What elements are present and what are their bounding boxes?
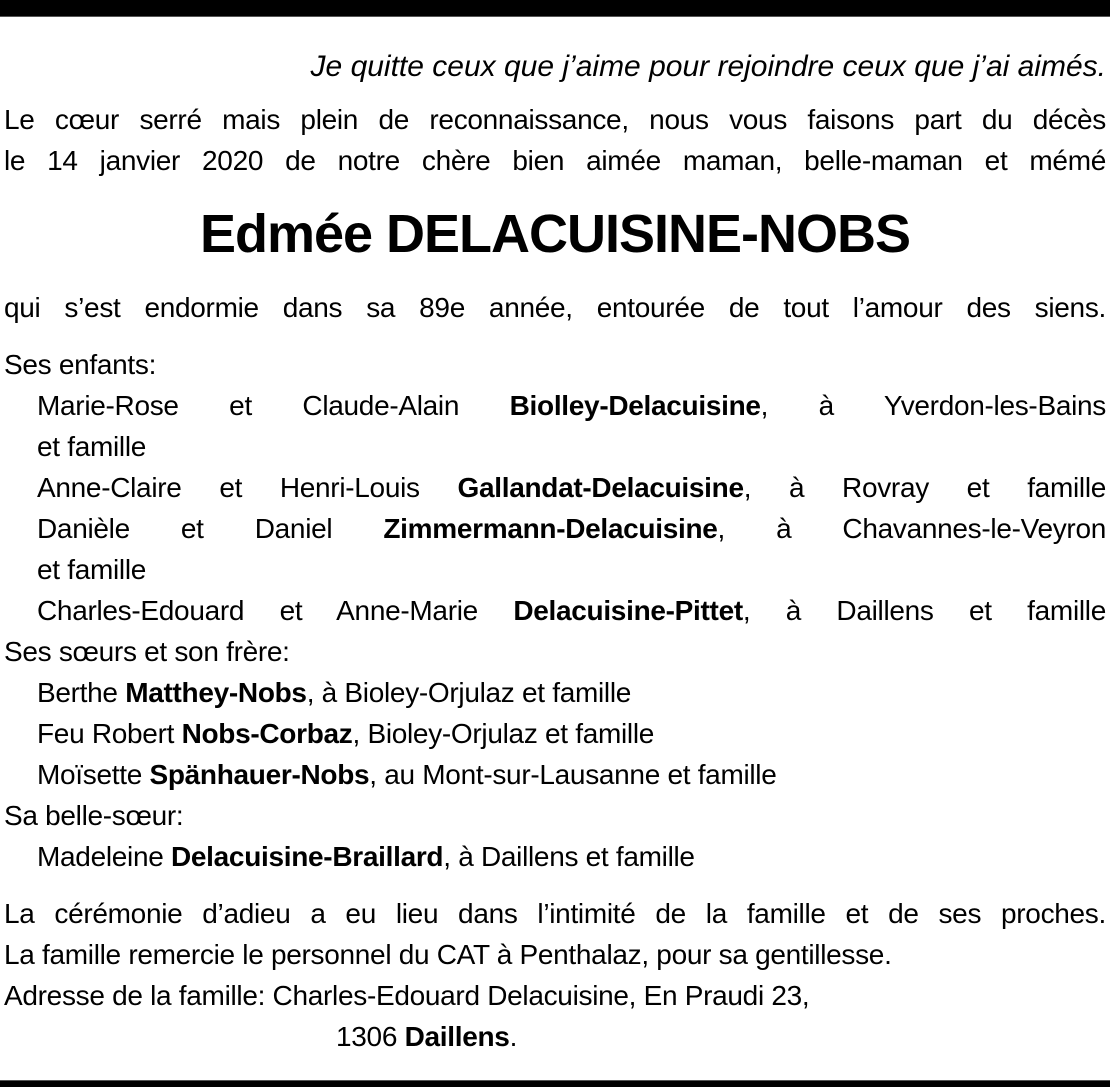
- postal-code: 1306: [336, 1021, 405, 1052]
- family-entry: [4, 836, 1106, 877]
- entry-prefix: Anne-Claire et Henri-Louis: [37, 472, 458, 503]
- entry-suffix: , à Bioley-Orjulaz et famille: [306, 677, 632, 708]
- deceased-name-title: Edmée DELACUISINE-NOBS: [199, 204, 911, 264]
- entry-prefix: Madeleine: [37, 841, 171, 872]
- entry-name: Delacuisine-Pittet: [513, 595, 743, 626]
- entry-prefix: Charles-Edouard et Anne-Marie: [37, 595, 514, 626]
- intro-line-2: le 14 janvier 2020 de notre chère bien aimée maman, belle-maman et mémé: [4, 145, 1106, 176]
- section-heading-children: Ses enfants:: [4, 349, 157, 380]
- death-notice: [0, 16, 1110, 1057]
- subtitle: qui s’est endormie dans sa 89e année, entourée de tout l’amour des siens.: [4, 292, 1106, 323]
- family-entry: [4, 467, 1106, 508]
- entry-prefix: Feu Robert: [37, 718, 182, 749]
- entry-suffix: , à Daillens et famille: [443, 841, 695, 872]
- epigraph: Je quitte ceux que j’aime pour rejoindre ceux que j’ai aimés.: [310, 50, 1106, 83]
- entry-name: Delacuisine-Braillard: [170, 841, 444, 872]
- bottom-separator-bar: [0, 1080, 1110, 1087]
- entry-name: Biolley-Delacuisine: [509, 390, 761, 421]
- entry-name: Matthey-Nobs: [125, 677, 307, 708]
- entry-name: Spänhauer-Nobs: [149, 759, 370, 790]
- entry-prefix: Berthe: [37, 677, 126, 708]
- entry-name: Gallandat-Delacuisine: [457, 472, 744, 503]
- entry-prefix: Marie-Rose et Claude-Alain: [37, 390, 510, 421]
- section-heading-siblings: Ses sœurs et son frère:: [4, 636, 290, 667]
- entry-name: Nobs-Corbaz: [181, 718, 353, 749]
- intro-line-1: Le cœur serré mais plein de reconnaissance, nous vous faisons part du décès: [4, 104, 1106, 135]
- family-entry: [4, 590, 1106, 631]
- family-entry: [4, 672, 1106, 713]
- family-entry: [4, 508, 1106, 549]
- entry-suffix: , Bioley-Orjulaz et famille: [352, 718, 655, 749]
- entry-suffix: , à Rovray et famille: [743, 472, 1107, 503]
- closing-paragraph: [4, 893, 1106, 1057]
- thanks-line: La famille remercie le personnel du CAT à Penthalaz, pour sa gentillesse.: [4, 939, 892, 970]
- intro-paragraph: [4, 99, 1106, 181]
- family-entry: [4, 713, 1106, 754]
- family-entry-continuation: et famille: [37, 554, 147, 585]
- family-list: [4, 344, 1106, 877]
- entry-prefix: Moïsette: [37, 759, 150, 790]
- entry-name: Zimmermann-Delacuisine: [383, 513, 718, 544]
- entry-suffix: , à Yverdon-les-Bains: [760, 390, 1106, 421]
- section-heading-sister-in-law: Sa belle-sœur:: [4, 800, 184, 831]
- city-period: .: [509, 1021, 518, 1052]
- family-entry-continuation: et famille: [37, 431, 147, 462]
- entry-suffix: , au Mont-sur-Lausanne et famille: [369, 759, 777, 790]
- entry-suffix: , à Chavannes-le-Veyron: [717, 513, 1106, 544]
- city-name: Daillens: [404, 1021, 510, 1052]
- entry-suffix: , à Daillens et famille: [742, 595, 1106, 626]
- ceremony-line: La cérémonie d’adieu a eu lieu dans l’intimité de la famille et de ses proches.: [4, 898, 1106, 929]
- family-entry: [4, 385, 1106, 426]
- top-separator-bar: [0, 0, 1110, 17]
- address-line: Adresse de la famille: Charles-Edouard Delacuisine, En Praudi 23,: [4, 980, 810, 1011]
- entry-prefix: Danièle et Daniel: [37, 513, 384, 544]
- address-city-line: [4, 1016, 1106, 1057]
- family-entry: [4, 754, 1106, 795]
